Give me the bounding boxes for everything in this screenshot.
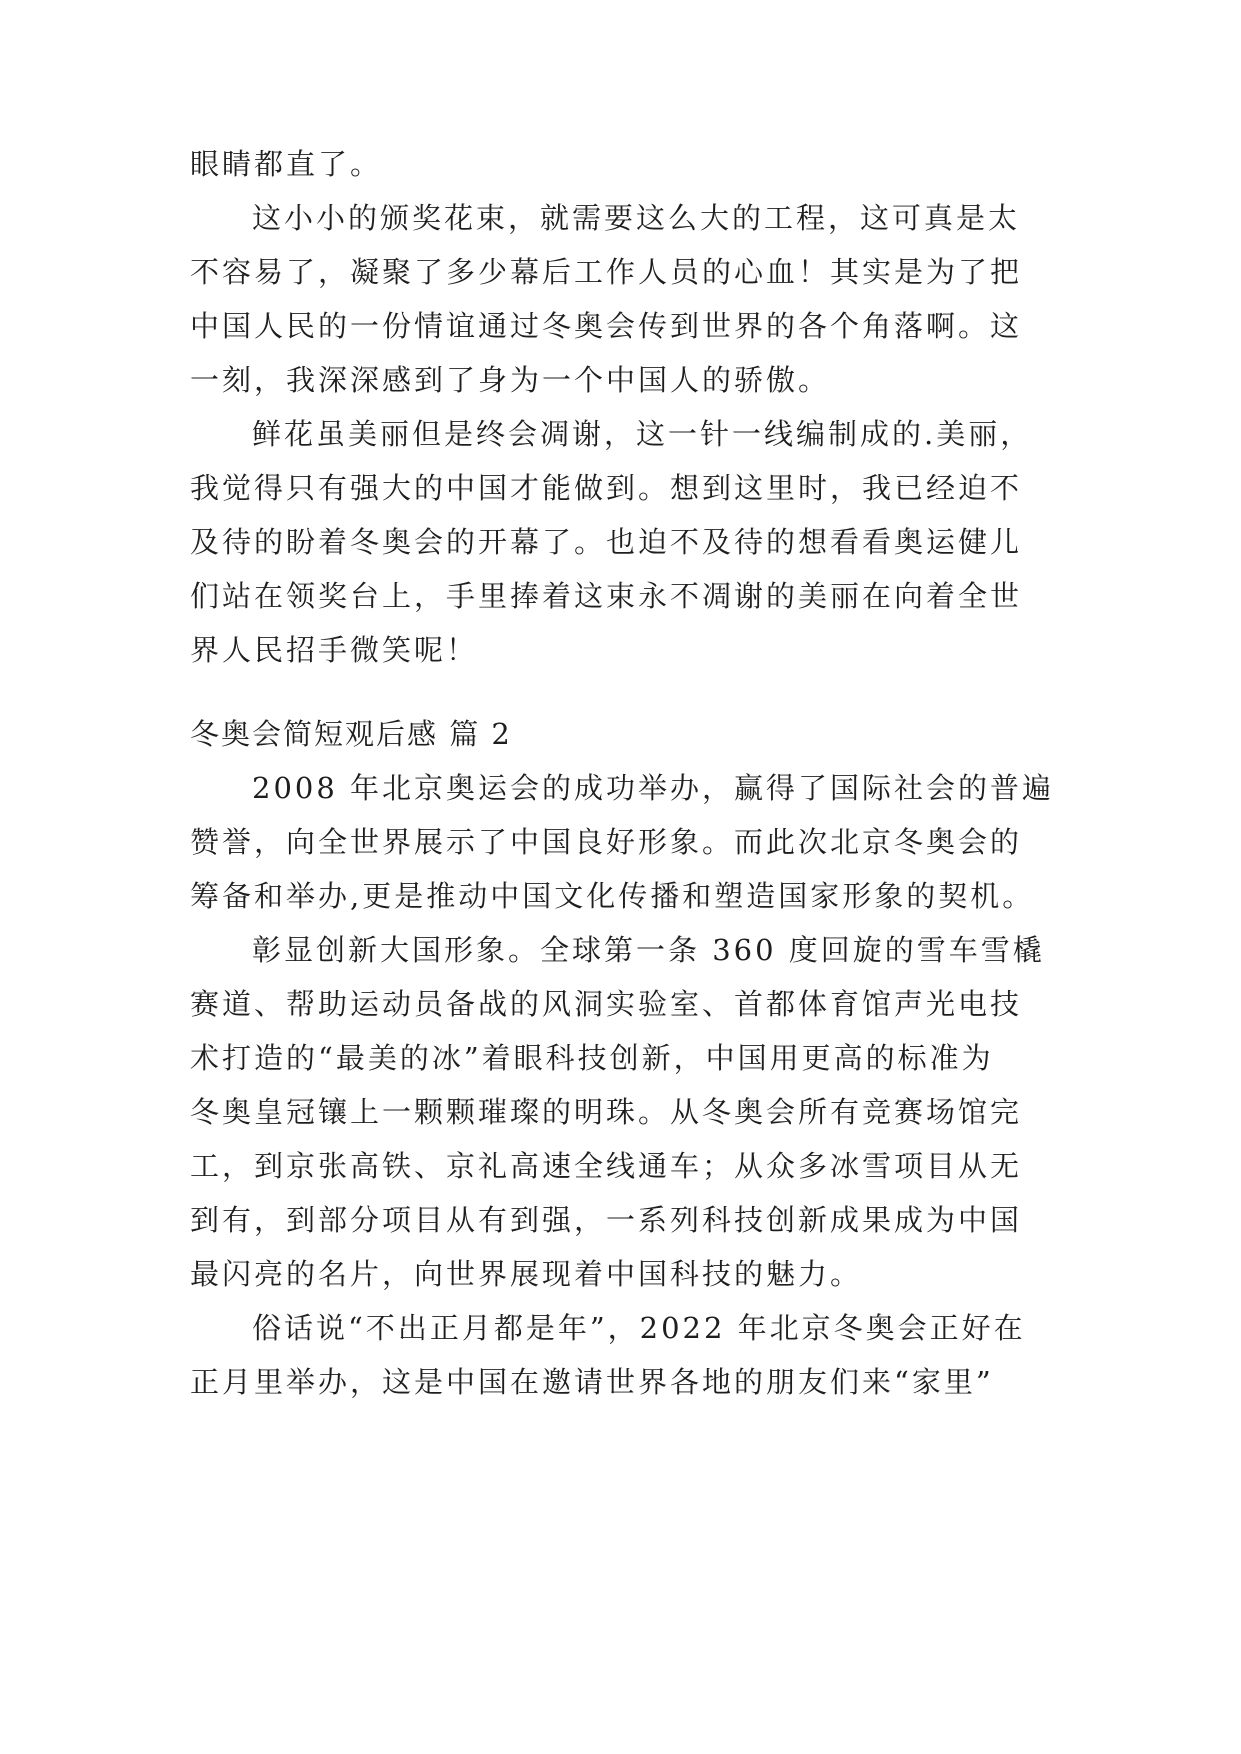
text-line: 们站在领奖台上，手里捧着这束永不凋谢的美丽在向着全世 bbox=[190, 579, 1023, 613]
text-line: 中国人民的一份情谊通过冬奥会传到世界的各个角落啊。这 bbox=[190, 309, 1023, 343]
text-line: 冬奥皇冠镶上一颗颗璀璨的明珠。从冬奥会所有竞赛场馆完 bbox=[190, 1095, 1023, 1129]
text-line: 不容易了，凝聚了多少幕后工作人员的心血！其实是为了把 bbox=[190, 255, 1023, 289]
section-heading: 冬奥会简短观后感 篇 2 bbox=[190, 717, 512, 751]
text-line: 彰显创新大国形象。全球第一条 360 度回旋的雪车雪橇 bbox=[252, 933, 1045, 967]
text-line: 到有，到部分项目从有到强，一系列科技创新成果成为中国 bbox=[190, 1203, 1023, 1237]
text-line: 正月里举办，这是中国在邀请世界各地的朋友们来“家里” bbox=[190, 1365, 994, 1399]
text-line: 一刻，我深深感到了身为一个中国人的骄傲。 bbox=[190, 363, 831, 397]
text-line: 2008 年北京奥运会的成功举办，赢得了国际社会的普遍 bbox=[252, 771, 1055, 805]
text-line: 俗话说“不出正月都是年”，2022 年北京冬奥会正好在 bbox=[252, 1311, 1026, 1345]
text-line: 界人民招手微笑呢！ bbox=[190, 633, 479, 667]
text-line: 术打造的“最美的冰”着眼科技创新，中国用更高的标准为 bbox=[190, 1041, 994, 1075]
text-line: 最闪亮的名片，向世界展现着中国科技的魅力。 bbox=[190, 1257, 863, 1291]
text-line: 我觉得只有强大的中国才能做到。想到这里时，我已经迫不 bbox=[190, 471, 1023, 505]
text-line: 筹备和举办,更是推动中国文化传播和塑造国家形象的契机。 bbox=[190, 879, 1035, 913]
text-line: 这小小的颁奖花束，就需要这么大的工程，这可真是太 bbox=[252, 201, 1021, 235]
text-line: 赛道、帮助运动员备战的风洞实验室、首都体育馆声光电技 bbox=[190, 987, 1023, 1021]
text-line: 鲜花虽美丽但是终会凋谢，这一针一线编制成的.美丽， bbox=[252, 417, 1033, 451]
text-line: 眼睛都直了。 bbox=[190, 147, 383, 181]
text-line: 赞誉，向全世界展示了中国良好形象。而此次北京冬奥会的 bbox=[190, 825, 1023, 859]
text-line: 工，到京张高铁、京礼高速全线通车；从众多冰雪项目从无 bbox=[190, 1149, 1023, 1183]
text-line: 及待的盼着冬奥会的开幕了。也迫不及待的想看看奥运健儿 bbox=[190, 525, 1023, 559]
